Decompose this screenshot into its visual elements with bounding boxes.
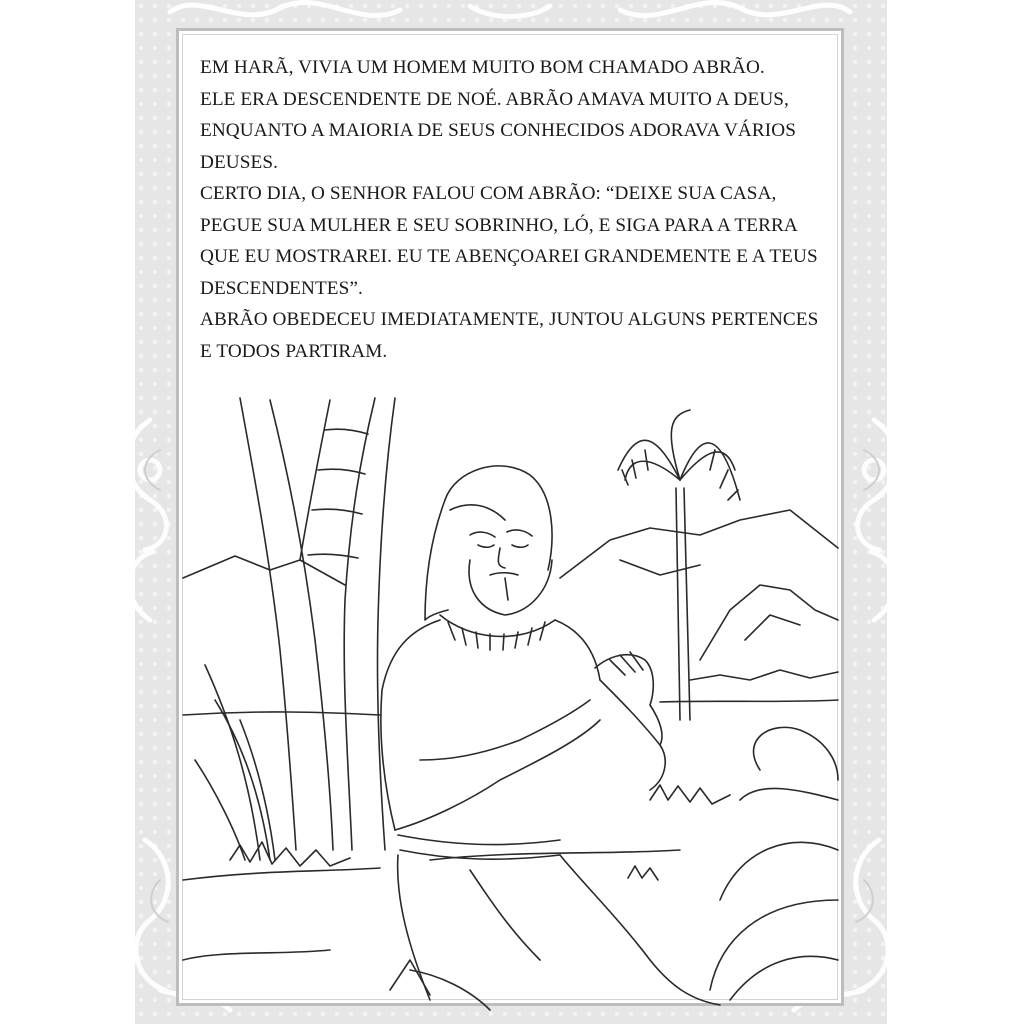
story-line: ENQUANTO A MAIORIA DE SEUS CONHECIDOS ADORAVA VÁRIOS bbox=[200, 120, 797, 141]
rocks-icon bbox=[710, 727, 838, 1000]
grass-icon bbox=[195, 665, 730, 880]
tree-trunk-icon bbox=[240, 398, 395, 850]
story-line: PEGUE SUA MULHER E SEU SOBRINHO, LÓ, E SIGA PARA A TERRA bbox=[200, 214, 798, 236]
story-line: DEUSES. bbox=[200, 151, 278, 173]
story-line: QUE EU MOSTRAREI. EU TE ABENÇOAREI GRANDEMENTE E A TEUS bbox=[200, 246, 818, 267]
story-line: ABRÃO OBEDECEU IMEDIATAMENTE, JUNTOU ALGUNS PERTENCES bbox=[200, 309, 819, 330]
palm-tree-icon bbox=[618, 410, 740, 720]
story-line: ELE ERA DESCENDENTE DE NOÉ. ABRÃO AMAVA MUITO A DEUS, bbox=[200, 88, 789, 110]
horizon-line bbox=[183, 712, 380, 715]
story-line: CERTO DIA, O SENHOR FALOU COM ABRÃO: “DEIXE SUA CASA, bbox=[200, 183, 777, 204]
story-line: DESCENDENTES”. bbox=[200, 277, 363, 299]
story-line: EM HARÃ, VIVIA UM HOMEM MUITO BOM CHAMADO ABRÃO. bbox=[200, 57, 765, 78]
story-line: E TODOS PARTIRAM. bbox=[200, 340, 388, 362]
praying-man-icon bbox=[381, 466, 720, 1010]
